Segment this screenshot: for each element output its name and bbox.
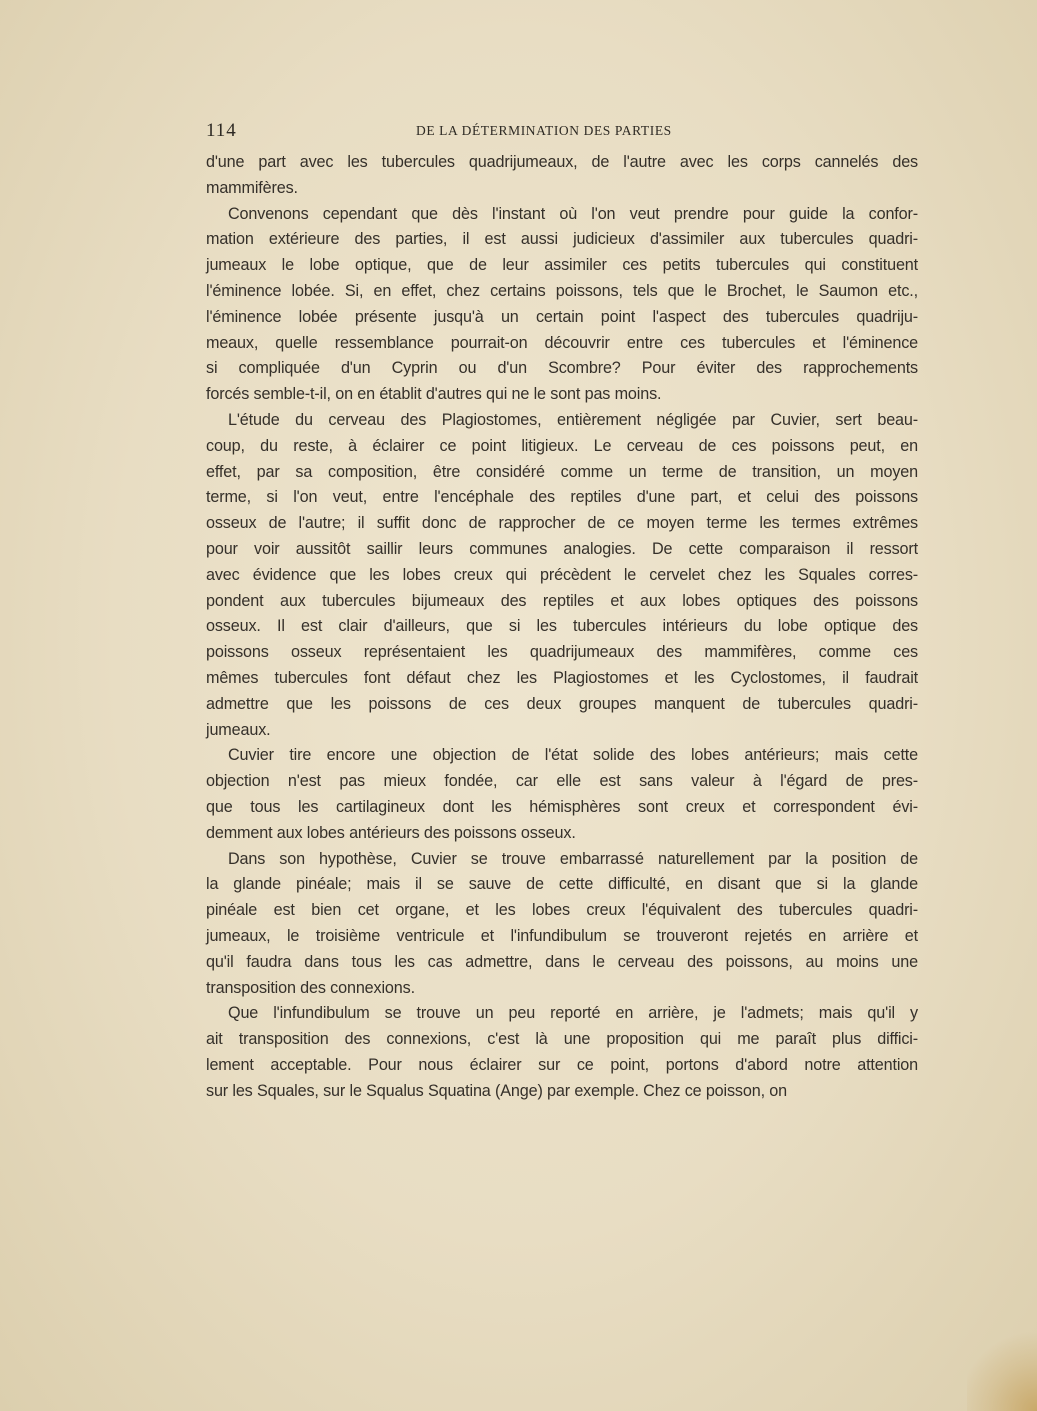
text-line: mation extérieure des parties, il est aussi judicieux d'assimiler aux tubercules quadri- [206,230,918,249]
text-line: avec évidence que les lobes creux qui précèdent le cervelet chez les Squales corres- [206,565,918,584]
running-title: DE LA DÉTERMINATION DES PARTIES [416,123,672,138]
text-line: lement acceptable. Pour nous éclairer sur ce point, portons d'abord notre attention [206,1055,918,1074]
text-line: Que l'infundibulum se trouve un peu reporté en arrière, je l'admets; mais qu'il y [228,1004,918,1023]
text-line: terme, si l'on veut, entre l'encéphale des reptiles d'une part, et celui des poissons [206,488,918,507]
text-line: pondent aux tubercules bijumeaux des reptiles et aux lobes optiques des poissons [206,591,918,610]
text-line: forcés semble-t-il, on en établit d'autres qui ne le sont pas moins. [206,385,662,404]
body-text [206,150,918,1104]
text-line: coup, du reste, à éclairer ce point litigieux. Le cerveau de ces poissons peut, en [206,436,918,455]
text-line: jumeaux le lobe optique, que de leur assimiler ces petits tubercules qui constituent [206,256,918,275]
text-line: pour voir aussitôt saillir leurs communes analogies. De cette comparaison il ressort [206,539,918,558]
text-line: l'éminence lobée. Si, en effet, chez certains poissons, tels que le Brochet, le Saumon etc., [206,281,918,300]
running-head [206,120,918,142]
text-line: meaux, quelle ressemblance pourrait-on découvrir entre ces tubercules et l'éminence [206,333,918,352]
text-line: jumeaux, le troisième ventricule et l'infundibulum se trouveront rejetés en arrière et [206,926,918,945]
text-line: transposition des connexions. [206,978,415,997]
page-number: 114 [206,120,237,141]
text-line: qu'il faudra dans tous les cas admettre, dans le cerveau des poissons, au moins une [206,952,918,971]
text-line: mêmes tubercules font défaut chez les Plagiostomes et les Cyclostomes, il faudrait [206,668,918,687]
text-line: sur les Squales, sur le Squalus Squatina (Ange) par exemple. Chez ce poisson, on [206,1081,787,1100]
text-line: Cuvier tire encore une objection de l'état solide des lobes antérieurs; mais cette [228,746,918,765]
text-line: demment aux lobes antérieurs des poissons osseux. [206,823,576,842]
text-line: admettre que les poissons de ces deux groupes manquent de tubercules quadri- [206,694,918,713]
text-line: objection n'est pas mieux fondée, car elle est sans valeur à l'égard de pres- [206,772,918,791]
text-line: si compliquée d'un Cyprin ou d'un Scombre? Pour éviter des rapprochements [206,359,918,378]
text-line: mammifères. [206,178,298,197]
text-line: osseux de l'autre; il suffit donc de rapprocher de ce moyen terme les termes extrêmes [206,514,918,533]
text-line: Convenons cependant que dès l'instant où l'on veut prendre pour guide la confor- [228,204,918,223]
text-line: jumeaux. [206,720,271,739]
text-line: la glande pinéale; mais il se sauve de cette difficulté, en disant que si la glande [206,875,918,894]
text-line: ait transposition des connexions, c'est là une proposition qui me paraît plus diffici- [206,1030,918,1049]
text-line: pinéale est bien cet organe, et les lobes creux l'équivalent des tubercules quadri- [206,901,918,920]
page-corner-stain [967,1331,1037,1411]
text-line: L'étude du cerveau des Plagiostomes, entièrement négligée par Cuvier, sert beau- [228,410,918,429]
text-line: osseux. Il est clair d'ailleurs, que si les tubercules intérieurs du lobe optique des [206,617,918,636]
text-line: poissons osseux représentaient les quadrijumeaux des mammifères, comme ces [206,643,918,662]
text-line: d'une part avec les tubercules quadrijumeaux, de l'autre avec les corps cannelés des [206,153,918,171]
text-line: effet, par sa composition, être considéré comme un terme de transition, un moyen [206,462,918,481]
text-line: l'éminence lobée présente jusqu'à un certain point l'aspect des tubercules quadriju- [206,307,918,326]
text-line: que tous les cartilagineux dont les hémisphères sont creux et correspondent évi- [206,797,918,816]
text-line: Dans son hypothèse, Cuvier se trouve embarrassé naturellement par la position de [228,849,918,868]
